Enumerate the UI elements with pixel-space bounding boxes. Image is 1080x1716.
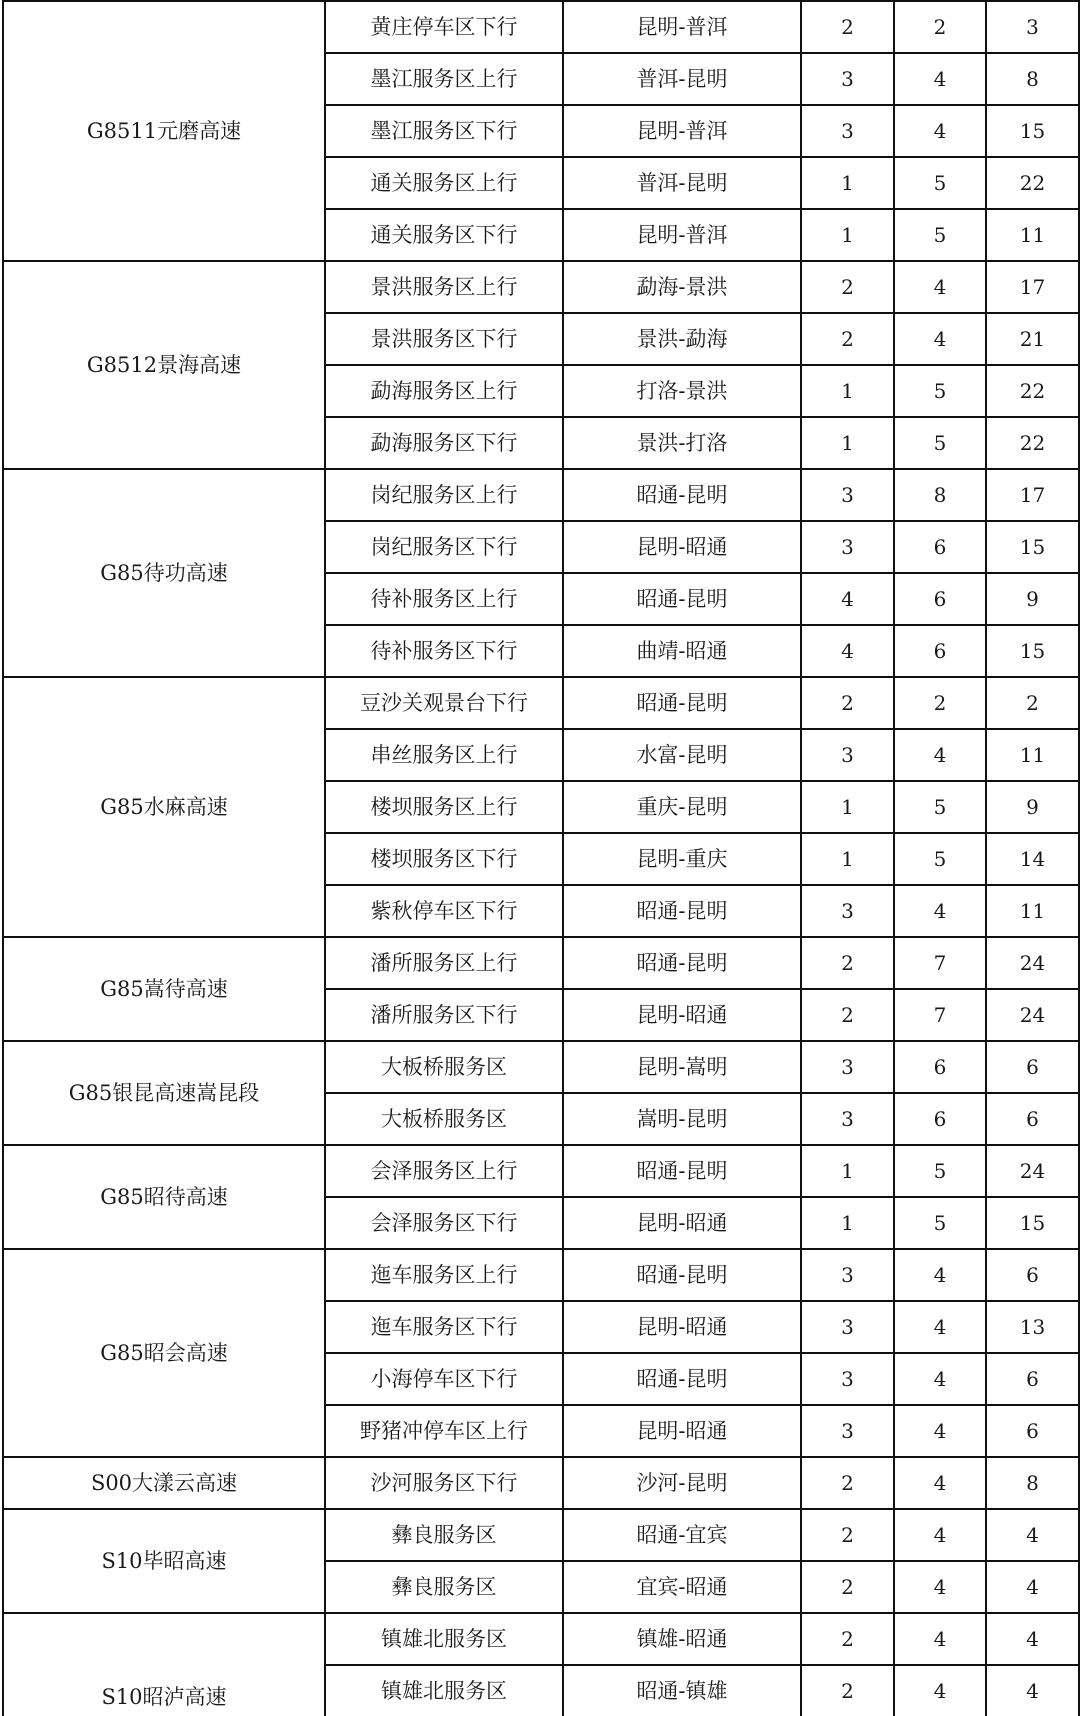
value-col-1: 3 [801, 1249, 894, 1301]
value-col-3: 8 [986, 53, 1079, 105]
direction: 昆明-昭通 [563, 1405, 801, 1457]
table-row [3, 1613, 1079, 1665]
value-col-3: 15 [986, 105, 1079, 157]
value-col-1: 4 [801, 573, 894, 625]
direction: 镇雄-昭通 [563, 1613, 801, 1665]
value-col-2: 5 [894, 1197, 986, 1249]
direction: 昆明-昭通 [563, 1301, 801, 1353]
value-col-1: 2 [801, 1, 894, 53]
value-col-3: 14 [986, 833, 1079, 885]
value-col-2: 4 [894, 313, 986, 365]
direction: 昭通-昆明 [563, 885, 801, 937]
service-area-name: 待补服务区下行 [325, 625, 563, 677]
service-area-name: 待补服务区上行 [325, 573, 563, 625]
value-col-2: 4 [894, 53, 986, 105]
value-col-3: 9 [986, 781, 1079, 833]
service-area-name: 迤车服务区下行 [325, 1301, 563, 1353]
service-area-name: 镇雄北服务区 [325, 1613, 563, 1665]
service-area-name: 大板桥服务区 [325, 1093, 563, 1145]
direction: 昆明-昭通 [563, 989, 801, 1041]
value-col-3: 15 [986, 1197, 1079, 1249]
value-col-3: 24 [986, 989, 1079, 1041]
value-col-2: 4 [894, 1353, 986, 1405]
direction: 景洪-勐海 [563, 313, 801, 365]
value-col-1: 2 [801, 1665, 894, 1716]
service-area-name: 通关服务区上行 [325, 157, 563, 209]
direction: 昭通-宜宾 [563, 1509, 801, 1561]
value-col-2: 4 [894, 1405, 986, 1457]
service-area-name: 景洪服务区下行 [325, 313, 563, 365]
value-col-1: 1 [801, 781, 894, 833]
value-col-3: 11 [986, 885, 1079, 937]
value-col-3: 3 [986, 1, 1079, 53]
value-col-1: 2 [801, 1561, 894, 1613]
table-row [3, 1041, 1079, 1093]
value-col-1: 1 [801, 417, 894, 469]
value-col-1: 3 [801, 1041, 894, 1093]
value-col-2: 5 [894, 157, 986, 209]
direction: 宜宾-昭通 [563, 1561, 801, 1613]
value-col-3: 11 [986, 209, 1079, 261]
direction: 昭通-昆明 [563, 677, 801, 729]
value-col-3: 6 [986, 1353, 1079, 1405]
direction: 昆明-普洱 [563, 209, 801, 261]
service-area-name: 豆沙关观景台下行 [325, 677, 563, 729]
value-col-1: 1 [801, 1145, 894, 1197]
value-col-2: 7 [894, 937, 986, 989]
value-col-2: 4 [894, 1613, 986, 1665]
value-col-2: 4 [894, 1509, 986, 1561]
direction: 昆明-嵩明 [563, 1041, 801, 1093]
direction: 昆明-重庆 [563, 833, 801, 885]
value-col-3: 4 [986, 1509, 1079, 1561]
direction: 嵩明-昆明 [563, 1093, 801, 1145]
direction: 昆明-普洱 [563, 1, 801, 53]
highway-name: G85水麻高速 [3, 677, 325, 937]
service-area-name: 通关服务区下行 [325, 209, 563, 261]
value-col-3: 17 [986, 261, 1079, 313]
service-area-name: 黄庄停车区下行 [325, 1, 563, 53]
value-col-3: 4 [986, 1561, 1079, 1613]
highway-name: G85银昆高速嵩昆段 [3, 1041, 325, 1145]
service-area-name: 勐海服务区上行 [325, 365, 563, 417]
direction: 重庆-昆明 [563, 781, 801, 833]
service-area-name: 岗纪服务区下行 [325, 521, 563, 573]
table-row [3, 937, 1079, 989]
direction: 昭通-昆明 [563, 469, 801, 521]
direction: 昭通-昆明 [563, 1353, 801, 1405]
direction: 昭通-昆明 [563, 1145, 801, 1197]
value-col-2: 4 [894, 261, 986, 313]
value-col-1: 3 [801, 1353, 894, 1405]
value-col-1: 3 [801, 729, 894, 781]
highway-name: G85昭会高速 [3, 1249, 325, 1457]
highway-name: S10毕昭高速 [3, 1509, 325, 1613]
value-col-2: 4 [894, 1249, 986, 1301]
value-col-3: 13 [986, 1301, 1079, 1353]
direction: 昭通-昆明 [563, 937, 801, 989]
value-col-2: 5 [894, 365, 986, 417]
value-col-1: 2 [801, 261, 894, 313]
highway-name: G85嵩待高速 [3, 937, 325, 1041]
service-area-name: 景洪服务区上行 [325, 261, 563, 313]
value-col-2: 4 [894, 1665, 986, 1716]
value-col-1: 4 [801, 625, 894, 677]
value-col-3: 6 [986, 1249, 1079, 1301]
value-col-1: 1 [801, 1197, 894, 1249]
service-area-name: 会泽服务区下行 [325, 1197, 563, 1249]
value-col-2: 4 [894, 1301, 986, 1353]
value-col-3: 6 [986, 1041, 1079, 1093]
value-col-1: 2 [801, 313, 894, 365]
value-col-1: 2 [801, 1509, 894, 1561]
value-col-2: 6 [894, 1093, 986, 1145]
value-col-3: 11 [986, 729, 1079, 781]
service-area-name: 潘所服务区上行 [325, 937, 563, 989]
value-col-3: 24 [986, 937, 1079, 989]
value-col-1: 1 [801, 833, 894, 885]
service-area-name: 墨江服务区下行 [325, 105, 563, 157]
value-col-2: 6 [894, 573, 986, 625]
value-col-1: 3 [801, 53, 894, 105]
value-col-3: 17 [986, 469, 1079, 521]
value-col-3: 4 [986, 1665, 1079, 1716]
direction: 昭通-昆明 [563, 1249, 801, 1301]
value-col-1: 1 [801, 157, 894, 209]
direction: 景洪-打洛 [563, 417, 801, 469]
direction: 昭通-镇雄 [563, 1665, 801, 1716]
table-row [3, 1457, 1079, 1509]
direction: 普洱-昆明 [563, 157, 801, 209]
service-area-name: 墨江服务区上行 [325, 53, 563, 105]
value-col-2: 6 [894, 1041, 986, 1093]
value-col-2: 5 [894, 781, 986, 833]
value-col-3: 15 [986, 521, 1079, 573]
value-col-3: 8 [986, 1457, 1079, 1509]
value-col-2: 4 [894, 1561, 986, 1613]
highway-name: G8511元磨高速 [3, 1, 325, 261]
service-area-table [2, 0, 1080, 1716]
value-col-1: 3 [801, 1301, 894, 1353]
value-col-2: 5 [894, 209, 986, 261]
value-col-3: 15 [986, 625, 1079, 677]
value-col-2: 6 [894, 521, 986, 573]
highway-name: S00大漾云高速 [3, 1457, 325, 1509]
value-col-2: 4 [894, 1457, 986, 1509]
direction: 昆明-昭通 [563, 521, 801, 573]
value-col-1: 2 [801, 1613, 894, 1665]
service-area-name: 野猪冲停车区上行 [325, 1405, 563, 1457]
value-col-2: 2 [894, 1, 986, 53]
value-col-2: 4 [894, 729, 986, 781]
service-area-name: 沙河服务区下行 [325, 1457, 563, 1509]
table-row [3, 1249, 1079, 1301]
service-area-name: 岗纪服务区上行 [325, 469, 563, 521]
value-col-2: 2 [894, 677, 986, 729]
direction: 昭通-昆明 [563, 573, 801, 625]
value-col-1: 3 [801, 469, 894, 521]
value-col-1: 3 [801, 521, 894, 573]
service-area-name: 会泽服务区上行 [325, 1145, 563, 1197]
highway-name: G85待功高速 [3, 469, 325, 677]
value-col-1: 1 [801, 365, 894, 417]
table-row [3, 261, 1079, 313]
value-col-2: 5 [894, 833, 986, 885]
value-col-1: 2 [801, 1457, 894, 1509]
service-area-name: 小海停车区下行 [325, 1353, 563, 1405]
direction: 曲靖-昭通 [563, 625, 801, 677]
value-col-3: 22 [986, 157, 1079, 209]
direction: 勐海-景洪 [563, 261, 801, 313]
value-col-3: 22 [986, 365, 1079, 417]
value-col-3: 4 [986, 1613, 1079, 1665]
value-col-2: 7 [894, 989, 986, 1041]
value-col-2: 4 [894, 885, 986, 937]
value-col-1: 2 [801, 989, 894, 1041]
value-col-1: 3 [801, 105, 894, 157]
service-area-name: 紫秋停车区下行 [325, 885, 563, 937]
service-area-name: 楼坝服务区下行 [325, 833, 563, 885]
direction: 普洱-昆明 [563, 53, 801, 105]
service-area-name: 楼坝服务区上行 [325, 781, 563, 833]
table-row [3, 677, 1079, 729]
table-body [3, 1, 1079, 1716]
table-row [3, 1145, 1079, 1197]
value-col-2: 5 [894, 417, 986, 469]
value-col-2: 5 [894, 1145, 986, 1197]
value-col-2: 4 [894, 105, 986, 157]
highway-name: S10昭泸高速 [3, 1613, 325, 1716]
service-area-name: 潘所服务区下行 [325, 989, 563, 1041]
value-col-3: 9 [986, 573, 1079, 625]
direction: 水富-昆明 [563, 729, 801, 781]
direction: 昆明-昭通 [563, 1197, 801, 1249]
service-area-name: 彝良服务区 [325, 1561, 563, 1613]
value-col-3: 24 [986, 1145, 1079, 1197]
value-col-3: 21 [986, 313, 1079, 365]
service-area-name: 大板桥服务区 [325, 1041, 563, 1093]
value-col-3: 6 [986, 1093, 1079, 1145]
table-row [3, 469, 1079, 521]
value-col-1: 3 [801, 1093, 894, 1145]
value-col-3: 22 [986, 417, 1079, 469]
highway-name: G8512景海高速 [3, 261, 325, 469]
value-col-2: 8 [894, 469, 986, 521]
value-col-3: 6 [986, 1405, 1079, 1457]
table-row [3, 1, 1079, 53]
highway-name: G85昭待高速 [3, 1145, 325, 1249]
direction: 沙河-昆明 [563, 1457, 801, 1509]
service-area-name: 镇雄北服务区 [325, 1665, 563, 1716]
value-col-1: 2 [801, 937, 894, 989]
value-col-3: 2 [986, 677, 1079, 729]
service-area-name: 迤车服务区上行 [325, 1249, 563, 1301]
service-area-name: 勐海服务区下行 [325, 417, 563, 469]
value-col-1: 2 [801, 677, 894, 729]
value-col-2: 6 [894, 625, 986, 677]
value-col-1: 1 [801, 209, 894, 261]
direction: 打洛-景洪 [563, 365, 801, 417]
direction: 昆明-普洱 [563, 105, 801, 157]
value-col-1: 3 [801, 885, 894, 937]
table-row [3, 1509, 1079, 1561]
service-area-name: 彝良服务区 [325, 1509, 563, 1561]
service-area-name: 串丝服务区上行 [325, 729, 563, 781]
value-col-1: 3 [801, 1405, 894, 1457]
